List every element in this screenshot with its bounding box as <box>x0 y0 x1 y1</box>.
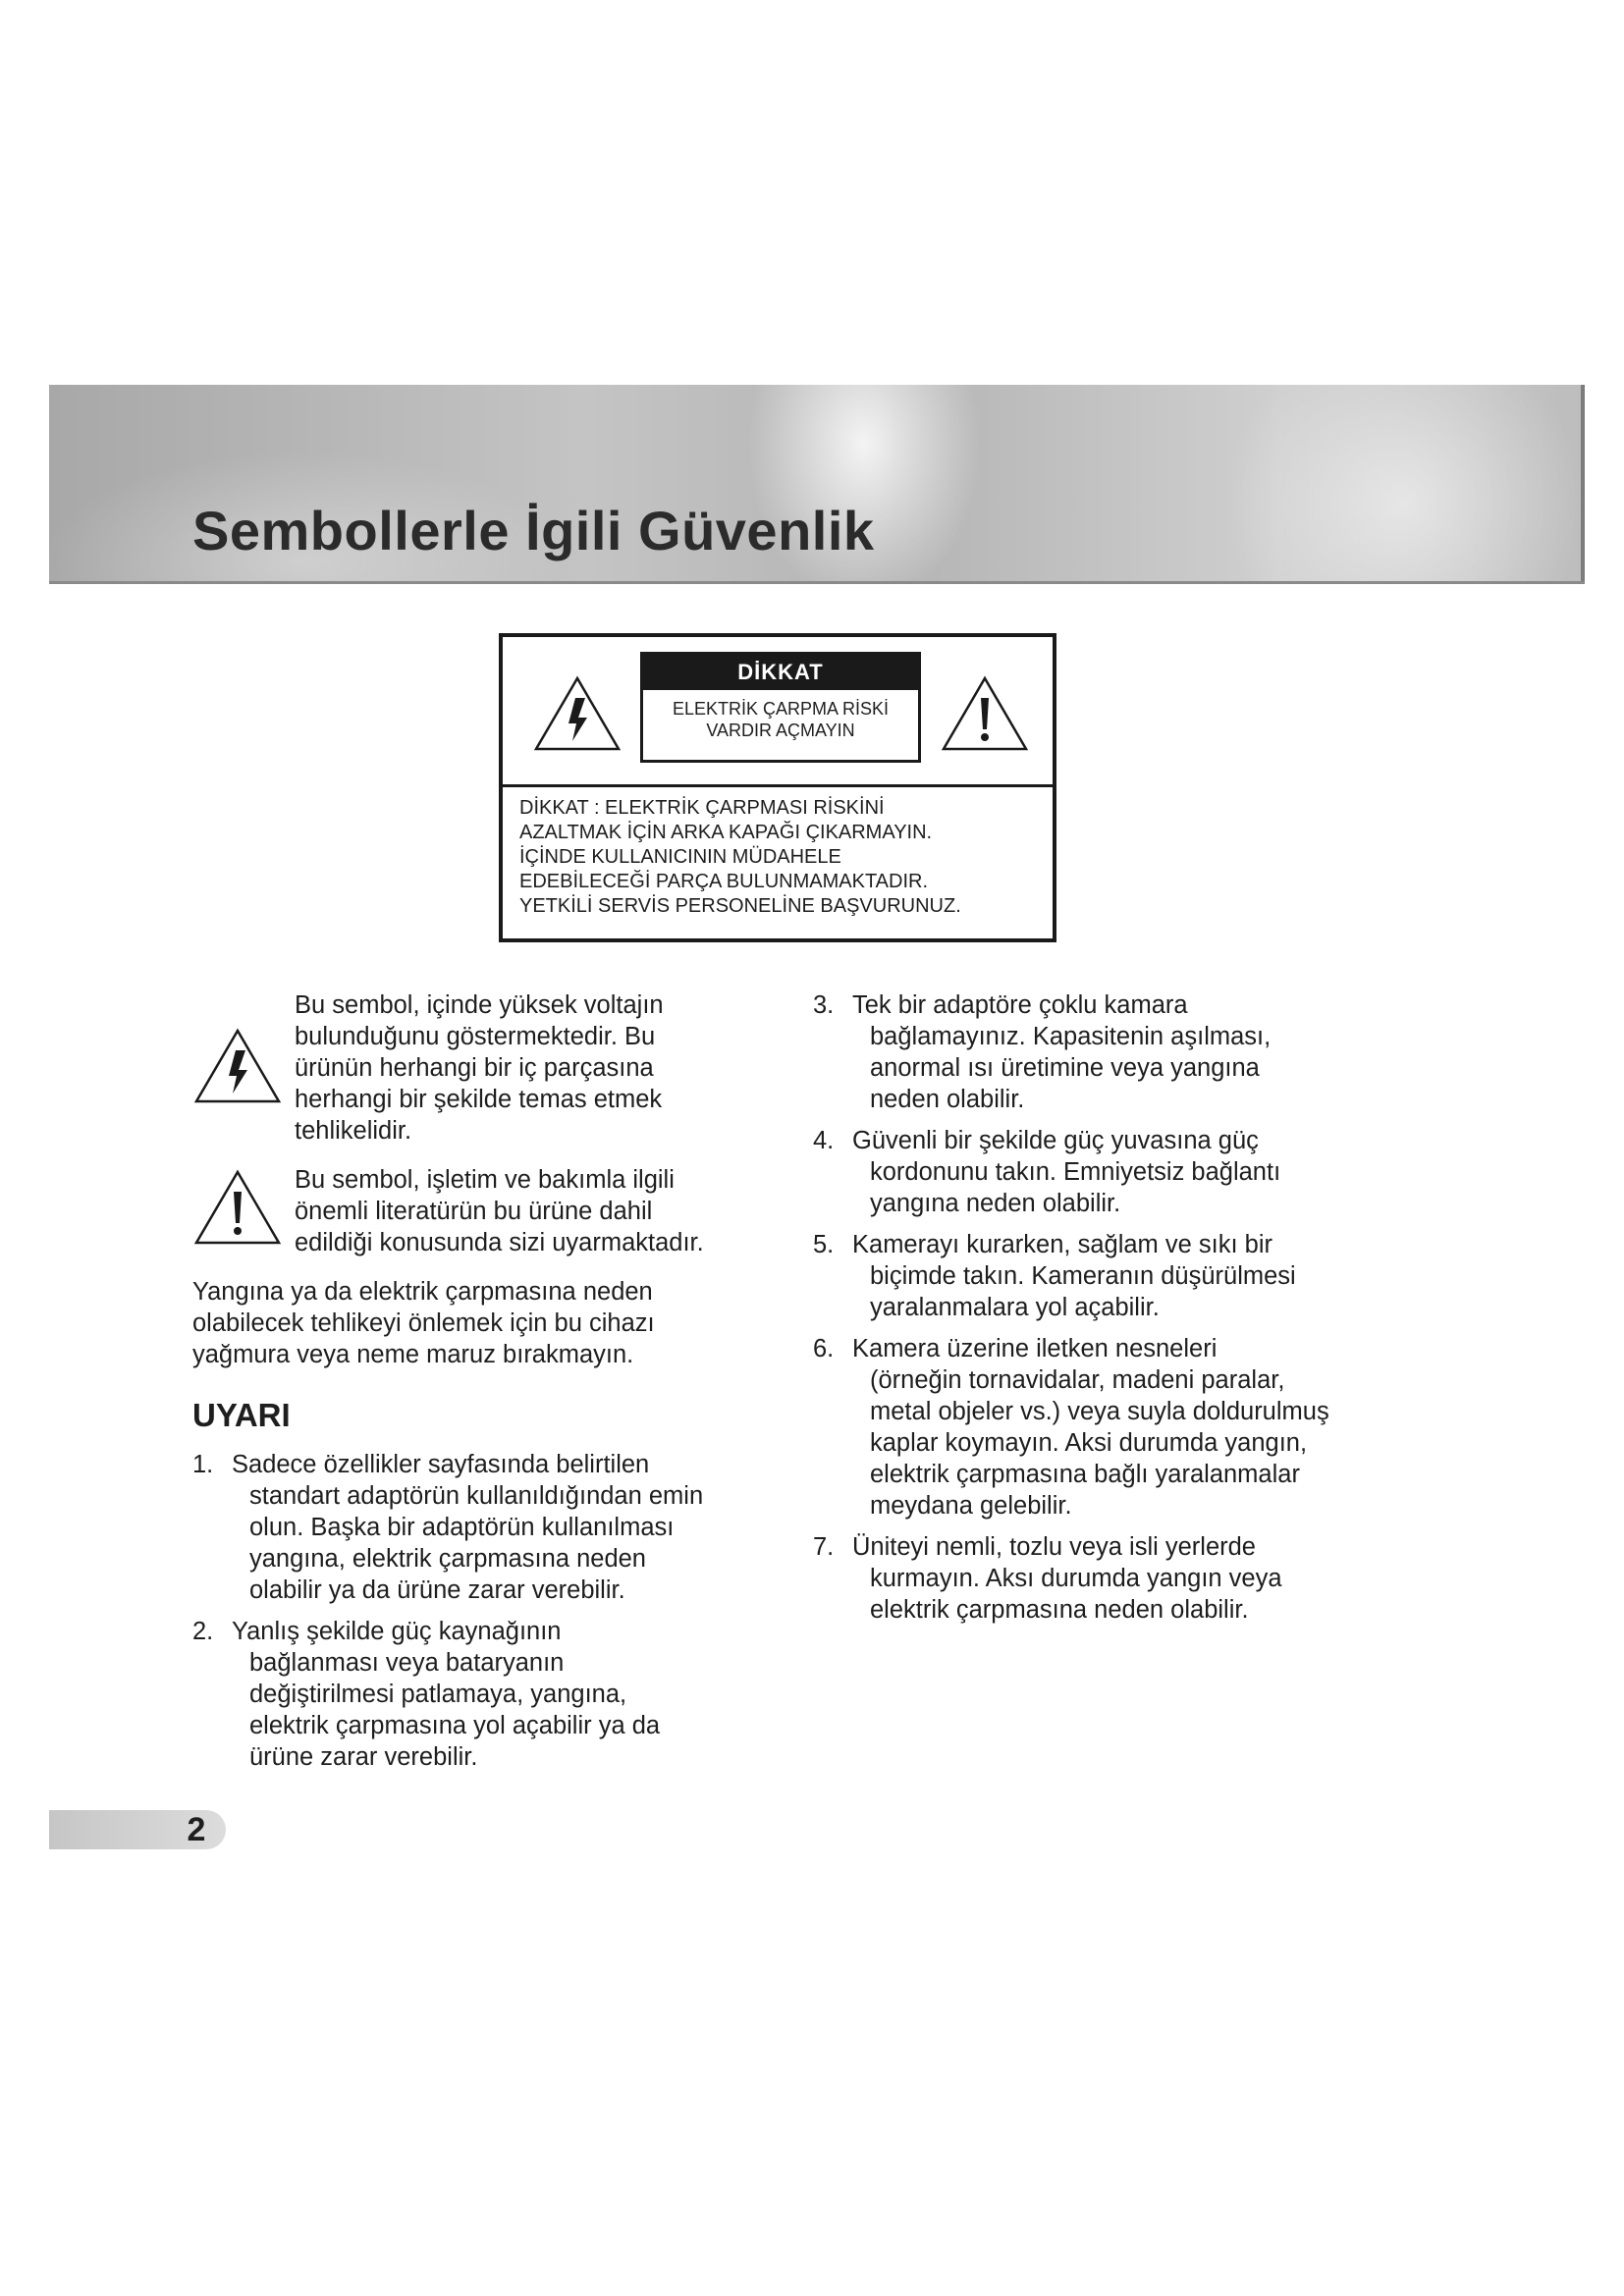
warning-item-2 <box>192 1616 782 1773</box>
item-line: kurmayın. Aksı durumda yangın veya <box>870 1565 1282 1592</box>
title-banner <box>49 385 1585 584</box>
item-number: 4. <box>813 1127 835 1154</box>
caution-body-line: VARDIR AÇMAYIN <box>706 721 855 740</box>
item-number: 5. <box>813 1231 835 1258</box>
item-line: kordonunu takın. Emniyetsiz bağlantı <box>870 1158 1281 1186</box>
item-line: yangına neden olabilir. <box>870 1190 1121 1217</box>
page-number: 2 <box>187 1811 206 1848</box>
item-line: değiştirilmesi patlamaya, yangına, <box>249 1681 627 1708</box>
item-line: elektrik çarpmasına bağlı yaralanmalar <box>870 1461 1300 1488</box>
section-heading: UYARI <box>192 1397 291 1433</box>
symbol-lightning-row <box>192 989 782 1147</box>
item-number: 2. <box>192 1618 214 1645</box>
item-line: anormal ısı üretimine veya yangına <box>870 1054 1260 1082</box>
symbol-exclamation-row <box>192 1164 782 1258</box>
item-line: elektrik çarpmasına neden olabilir. <box>870 1596 1249 1624</box>
item-line: (örneğin tornavidalar, madeni paralar, <box>870 1366 1285 1394</box>
item-line: bağlamayınız. Kapasitenin aşılması, <box>870 1023 1272 1050</box>
item-line: olabilir ya da ürüne zarar verebilir. <box>249 1576 625 1604</box>
symbol-text-line: Bu sembol, içinde yüksek voltajın <box>295 991 664 1019</box>
lightning-triangle-icon <box>532 674 623 753</box>
item-line: Kamerayı kurarken, sağlam ve sıkı bir <box>852 1231 1272 1258</box>
caution-text-line: AZALTMAK İÇİN ARKA KAPAĞI ÇIKARMAYIN. <box>519 822 933 843</box>
item-line: yangına, elektrik çarpmasına neden <box>249 1545 646 1573</box>
left-column <box>192 989 782 1773</box>
warning-item-5 <box>813 1229 1422 1323</box>
symbol-text-line: önemli literatürün bu ürüne dahil <box>295 1198 653 1225</box>
warning-item-1 <box>192 1449 782 1606</box>
exclamation-triangle-icon <box>192 1168 283 1247</box>
symbol-text-line: ürünün herhangi bir iç parçasına <box>295 1054 654 1082</box>
exclamation-triangle-icon <box>940 674 1030 753</box>
item-line: Sadece özellikler sayfasında belirtilen <box>232 1451 650 1478</box>
item-line: ürüne zarar verebilir. <box>249 1743 478 1771</box>
caution-label <box>499 633 1056 942</box>
item-number: 6. <box>813 1335 835 1362</box>
caution-body <box>643 690 918 741</box>
warning-item-3 <box>813 989 1422 1115</box>
banner-edge <box>1581 385 1585 581</box>
intro-line: Yangına ya da elektrik çarpmasına neden <box>192 1278 653 1306</box>
caution-text <box>519 796 1050 919</box>
item-line: neden olabilir. <box>870 1086 1025 1113</box>
caution-text-line: İÇİNDE KULLANICININ MÜDAHELE <box>519 846 841 868</box>
caution-header: DİKKAT <box>643 655 918 690</box>
symbol-text-line: bulunduğunu göstermektedir. Bu <box>295 1023 656 1050</box>
item-line: yaralanmalara yol açabilir. <box>870 1294 1160 1321</box>
item-line: elektrik çarpmasına yol açabilir ya da <box>249 1712 661 1739</box>
warning-item-7 <box>813 1531 1422 1626</box>
intro-paragraph <box>192 1276 782 1370</box>
item-line: Tek bir adaptöre çoklu kamara <box>852 991 1188 1019</box>
item-line: standart adaptörün kullanıldığından emin <box>249 1482 704 1510</box>
caution-text-line: EDEBİLECEĞİ PARÇA BULUNMAMAKTADIR. <box>519 871 929 892</box>
item-line: Kamera üzerine iletken nesneleri <box>852 1335 1218 1362</box>
item-line: Üniteyi nemli, tozlu veya isli yerlerde <box>852 1533 1256 1561</box>
item-line: bağlanması veya bataryanın <box>249 1649 565 1677</box>
symbol-text-line: edildiği konusunda sizi uyarmaktadır. <box>295 1229 704 1256</box>
warning-item-6 <box>813 1333 1422 1522</box>
item-line: meydana gelebilir. <box>870 1492 1072 1520</box>
item-number: 3. <box>813 991 835 1019</box>
caution-label-top <box>503 637 1053 787</box>
item-line: biçimde takın. Kameranın düşürülmesi <box>870 1262 1296 1290</box>
item-number: 7. <box>813 1533 835 1561</box>
item-line: kaplar koymayın. Aksi durumda yangın, <box>870 1429 1308 1457</box>
symbol-text-line: tehlikelidir. <box>295 1117 412 1145</box>
caution-text-line: DİKKAT : ELEKTRİK ÇARPMASI RİSKİNİ <box>519 797 885 819</box>
item-line: Yanlış şekilde güç kaynağının <box>232 1618 562 1645</box>
intro-line: olabilecek tehlikeyi önlemek için bu cihazı <box>192 1309 655 1337</box>
warning-item-4 <box>813 1125 1422 1219</box>
page-title: Sembollerle İgili Güvenlik <box>192 500 875 561</box>
page-number-tab <box>49 1810 226 1849</box>
right-column <box>813 989 1422 1626</box>
symbol-text-line: herhangi bir şekilde temas etmek <box>295 1086 663 1113</box>
caution-label-inner <box>640 652 921 763</box>
caution-text-line: YETKİLİ SERVİS PERSONELİNE BAŞVURUNUZ. <box>519 895 961 917</box>
item-line: metal objeler vs.) veya suyla doldurulmuş <box>870 1398 1329 1425</box>
lightning-triangle-icon <box>192 1027 283 1105</box>
symbol-text-line: Bu sembol, işletim ve bakımla ilgili <box>295 1166 675 1194</box>
caution-body-line: ELEKTRİK ÇARPMA RİSKİ <box>672 699 890 719</box>
item-line: Güvenli bir şekilde güç yuvasına güç <box>852 1127 1259 1154</box>
item-number: 1. <box>192 1451 214 1478</box>
intro-line: yağmura veya neme maruz bırakmayın. <box>192 1341 634 1368</box>
item-line: olun. Başka bir adaptörün kullanılması <box>249 1514 675 1541</box>
